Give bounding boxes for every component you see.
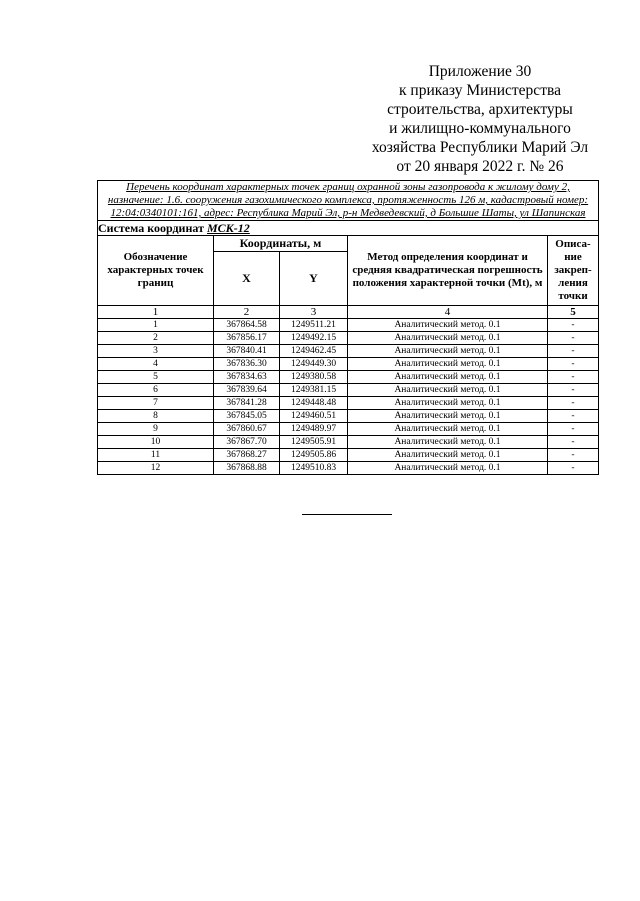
cell-description: -	[548, 371, 599, 384]
cell-method: Аналитический метод. 0.1	[348, 397, 548, 410]
cell-description: -	[548, 332, 599, 345]
coordinate-system	[98, 221, 599, 236]
table-row	[98, 319, 599, 332]
table-row	[98, 371, 599, 384]
header-description: Описа-ние закреп-ления точки	[548, 236, 599, 306]
header-x: X	[214, 252, 280, 306]
cell-point: 5	[98, 371, 214, 384]
cell-method: Аналитический метод. 0.1	[348, 384, 548, 397]
cell-description: -	[548, 397, 599, 410]
table-row	[98, 332, 599, 345]
cell-y: 1249449.30	[280, 358, 348, 371]
table-row	[98, 397, 599, 410]
column-number: 2	[214, 306, 280, 319]
cell-point: 3	[98, 345, 214, 358]
column-number: 3	[280, 306, 348, 319]
cell-description: -	[548, 345, 599, 358]
appendix-line: строительства, архитектуры	[387, 101, 573, 118]
cell-y: 1249381.15	[280, 384, 348, 397]
cell-y: 1249380.58	[280, 371, 348, 384]
cell-y: 1249460.51	[280, 410, 348, 423]
cell-x: 367867.70	[214, 436, 280, 449]
cell-description: -	[548, 358, 599, 371]
cell-x: 367845.05	[214, 410, 280, 423]
cell-x: 367860.67	[214, 423, 280, 436]
cell-x: 367839.64	[214, 384, 280, 397]
appendix-line: Приложение 30	[428, 63, 532, 80]
cell-y: 1249448.48	[280, 397, 348, 410]
cell-method: Аналитический метод. 0.1	[348, 371, 548, 384]
cell-point: 10	[98, 436, 214, 449]
header-method: Метод определения координат и средняя квадратическая погрешность положения характерной точки (Mt), м	[348, 236, 548, 306]
coordinates-table	[97, 180, 599, 475]
cell-method: Аналитический метод. 0.1	[348, 436, 548, 449]
cell-y: 1249462.45	[280, 345, 348, 358]
column-number: 1	[98, 306, 214, 319]
cell-description: -	[548, 384, 599, 397]
cell-x: 367841.28	[214, 397, 280, 410]
cell-method: Аналитический метод. 0.1	[348, 319, 548, 332]
cell-point: 2	[98, 332, 214, 345]
column-number: 4	[348, 306, 548, 319]
header-coordinates: Координаты, м	[214, 236, 348, 252]
cell-method: Аналитический метод. 0.1	[348, 449, 548, 462]
table-row	[98, 384, 599, 397]
appendix-line: к приказу Министерства	[399, 82, 561, 99]
appendix-line: от 20 января 2022 г. № 26	[396, 158, 564, 175]
cell-method: Аналитический метод. 0.1	[348, 358, 548, 371]
cell-point: 8	[98, 410, 214, 423]
cell-x: 367840.41	[214, 345, 280, 358]
table-row	[98, 423, 599, 436]
coordinate-system-name: МСК-12	[206, 221, 250, 235]
table-row	[98, 449, 599, 462]
cell-y: 1249510.83	[280, 462, 348, 475]
cell-description: -	[548, 319, 599, 332]
table-title: Перечень координат характерных точек границ охранной зоны газопровода к жилому дому 2, назначение: 1.6. сооружения газохимического комплекса, протяженность 126 м, кадастровый номер: 12:04:0340101:161, адрес: Республика Марий Эл, р-н Медведевский, д Большие Шаты, ул Шапинская	[98, 181, 599, 221]
cell-x: 367868.27	[214, 449, 280, 462]
cell-method: Аналитический метод. 0.1	[348, 332, 548, 345]
cell-x: 367856.17	[214, 332, 280, 345]
table-row	[98, 358, 599, 371]
header-y: Y	[280, 252, 348, 306]
cell-point: 1	[98, 319, 214, 332]
cell-point: 7	[98, 397, 214, 410]
coordinate-system-label: Система координат	[98, 221, 207, 235]
table-row	[98, 462, 599, 475]
cell-method: Аналитический метод. 0.1	[348, 462, 548, 475]
appendix-header	[360, 62, 600, 176]
cell-x: 367868.88	[214, 462, 280, 475]
cell-method: Аналитический метод. 0.1	[348, 423, 548, 436]
cell-x: 367836.30	[214, 358, 280, 371]
cell-point: 6	[98, 384, 214, 397]
cell-description: -	[548, 449, 599, 462]
cell-point: 4	[98, 358, 214, 371]
cell-description: -	[548, 462, 599, 475]
table-body	[98, 319, 599, 475]
cell-point: 12	[98, 462, 214, 475]
column-number: 5	[548, 306, 599, 319]
cell-y: 1249505.86	[280, 449, 348, 462]
cell-description: -	[548, 436, 599, 449]
table-row	[98, 345, 599, 358]
cell-point: 11	[98, 449, 214, 462]
cell-y: 1249489.97	[280, 423, 348, 436]
table-row	[98, 410, 599, 423]
appendix-line: и жилищно-коммунального	[389, 120, 571, 137]
cell-point: 9	[98, 423, 214, 436]
cell-y: 1249511.21	[280, 319, 348, 332]
cell-description: -	[548, 423, 599, 436]
cell-method: Аналитический метод. 0.1	[348, 345, 548, 358]
cell-x: 367864.58	[214, 319, 280, 332]
table-row	[98, 436, 599, 449]
appendix-line: хозяйства Республики Марий Эл	[371, 139, 589, 156]
cell-y: 1249492.15	[280, 332, 348, 345]
cell-x: 367834.63	[214, 371, 280, 384]
cell-y: 1249505.91	[280, 436, 348, 449]
cell-method: Аналитический метод. 0.1	[348, 410, 548, 423]
header-point-designation: Обозначение характерных точек границ	[98, 236, 214, 306]
end-divider	[302, 514, 392, 515]
cell-description: -	[548, 410, 599, 423]
